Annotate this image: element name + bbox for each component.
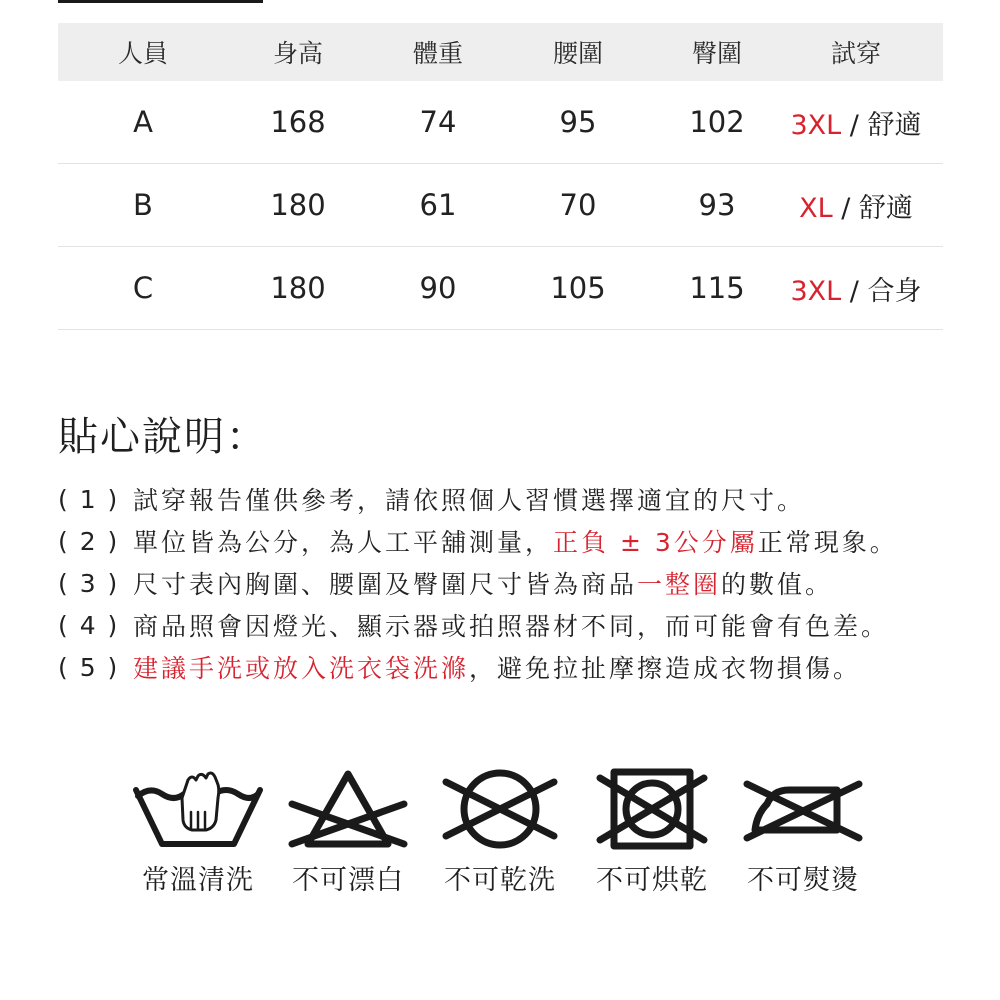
hip-cell: 93 [698, 188, 736, 222]
fit-separator: / [832, 192, 859, 224]
note-text [133, 649, 958, 685]
header-person: 人員 [117, 39, 168, 68]
note-number: ( 2 ) [58, 526, 120, 556]
weight-cell: 74 [419, 105, 457, 139]
fit-size: XL [799, 192, 833, 224]
fit-cell [786, 269, 926, 308]
care-item-no-bleach [278, 768, 418, 897]
fit-feel: 合身 [867, 275, 922, 307]
note-text-plain: 單位皆為公分，為人工平舖測量， [133, 528, 554, 557]
fit-separator: / [841, 275, 868, 307]
note-text-plain: 正常現象。 [757, 528, 898, 557]
person-cell: A [133, 105, 153, 139]
care-item-hand-wash [128, 768, 268, 897]
fit-size: 3XL [790, 109, 842, 141]
care-instructions [128, 768, 878, 918]
height-cell: 168 [270, 105, 326, 139]
note-text-plain: ，避免拉扯摩擦造成衣物損傷。 [469, 654, 862, 683]
waist-cell: 70 [559, 188, 597, 222]
no-iron-icon [733, 768, 873, 850]
note-text-plain: 的數值。 [721, 570, 834, 599]
table-row [58, 164, 943, 247]
care-item-no-tumble-dry [582, 768, 722, 897]
fit-separator: / [841, 109, 868, 141]
table-header [58, 23, 943, 81]
note-number: ( 4 ) [58, 610, 120, 640]
note-text-plain: 試穿報告僅供參考，請依照個人習慣選擇適宜的尺寸。 [133, 486, 806, 515]
note-text-plain: 尺寸表內胸圍、腰圍及臀圍尺寸皆為商品 [133, 570, 638, 599]
note-text [133, 523, 958, 559]
care-label: 不可烘乾 [596, 865, 708, 896]
person-cell: B [133, 188, 153, 222]
list-item [58, 646, 958, 688]
hip-cell: 115 [689, 271, 745, 305]
note-text-highlight: 正負 ± 3公分屬 [553, 528, 758, 557]
care-label: 不可熨燙 [747, 865, 859, 896]
care-item-no-dry-clean [430, 768, 570, 897]
height-cell: 180 [270, 271, 326, 305]
list-item [58, 478, 958, 520]
notes-title: 貼心說明： [58, 414, 268, 460]
fit-cell [786, 186, 926, 225]
note-number: ( 1 ) [58, 484, 120, 514]
care-label: 不可乾洗 [444, 865, 556, 896]
note-text [133, 481, 958, 517]
list-item [58, 520, 958, 562]
note-number: ( 3 ) [58, 568, 120, 598]
care-item-no-iron [733, 768, 873, 897]
no-dry-clean-icon [430, 768, 570, 850]
weight-cell: 90 [419, 271, 457, 305]
waist-cell: 105 [550, 271, 606, 305]
care-label: 不可漂白 [292, 865, 404, 896]
note-text-plain: 商品照會因燈光、顯示器或拍照器材不同，而可能會有色差。 [133, 612, 890, 641]
note-text-highlight: 建議手洗或放入洗衣袋洗滌 [133, 654, 470, 683]
header-height: 身高 [272, 39, 323, 68]
note-text [133, 565, 958, 601]
care-label: 常溫清洗 [142, 865, 254, 896]
fit-report-table [58, 23, 943, 330]
header-hip: 臀圍 [691, 39, 742, 68]
note-text [133, 607, 958, 643]
note-text-highlight: 一整圈 [637, 570, 722, 599]
hand-wash-icon [128, 768, 268, 850]
person-cell: C [132, 271, 154, 305]
fit-feel: 舒適 [858, 192, 913, 224]
header-fit: 試穿 [830, 39, 881, 68]
table-row [58, 81, 943, 164]
list-item [58, 604, 958, 646]
fit-feel: 舒適 [867, 109, 922, 141]
hip-cell: 102 [689, 105, 745, 139]
height-cell: 180 [270, 188, 326, 222]
top-divider [58, 0, 263, 3]
list-item [58, 562, 958, 604]
fit-cell [786, 103, 926, 142]
header-waist: 腰圍 [552, 39, 603, 68]
notes-list [58, 478, 958, 688]
note-number: ( 5 ) [58, 652, 120, 682]
waist-cell: 95 [559, 105, 597, 139]
no-tumble-dry-icon [582, 768, 722, 850]
fit-size: 3XL [790, 275, 842, 307]
weight-cell: 61 [419, 188, 457, 222]
table-row [58, 247, 943, 330]
header-weight: 體重 [412, 39, 463, 68]
no-bleach-icon [278, 768, 418, 850]
